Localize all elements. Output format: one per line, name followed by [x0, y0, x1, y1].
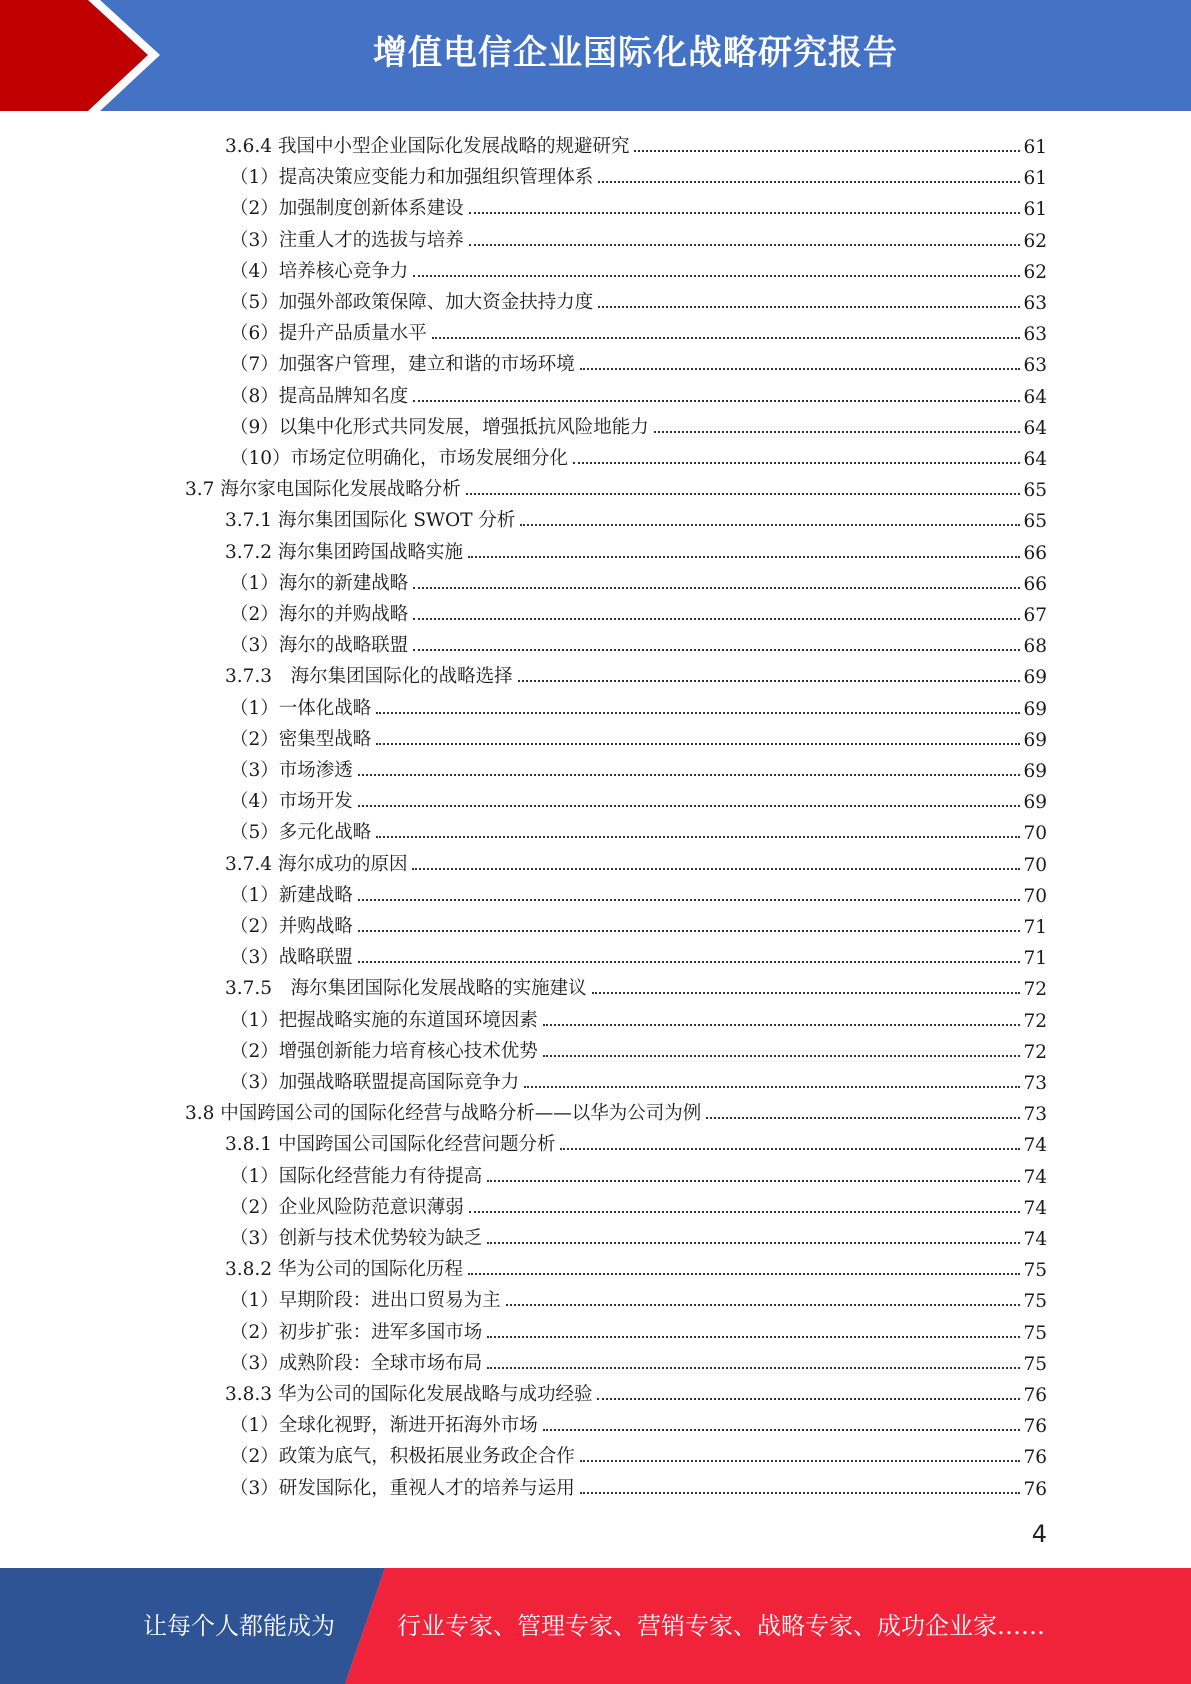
toc-entry[interactable]	[230, 345, 1047, 376]
toc-entry[interactable]	[225, 1375, 1047, 1406]
toc-entry-page: 64	[1023, 417, 1047, 439]
toc-entry-page: 64	[1023, 449, 1047, 470]
toc-entry-page: 74	[1023, 1166, 1047, 1188]
toc-entry-page: 76	[1023, 1447, 1047, 1469]
toc-entry-title: （1）全球化视野，渐进开拓海外市场	[230, 1415, 538, 1437]
toc-dot-leader	[469, 212, 1021, 214]
toc-entry[interactable]	[225, 533, 1047, 564]
toc-entry[interactable]	[230, 1001, 1047, 1032]
toc-dot-leader	[580, 368, 1021, 370]
toc-entry-title: 3.7.1 海尔集团国际化 SWOT 分析	[225, 510, 516, 532]
page-header	[0, 0, 1191, 111]
toc-entry-title: （3）加强战略联盟提高国际竞争力	[230, 1072, 520, 1093]
toc-dot-leader	[520, 524, 1020, 526]
toc-entry-title: 3.8.1 中国跨国公司国际化经营问题分析	[225, 1134, 556, 1156]
toc-entry-title: （2）加强制度创新体系建设	[230, 198, 464, 220]
toc-entry-title: （9）以集中化形式共同发展，增强抵抗风险地能力	[230, 416, 649, 438]
toc-entry[interactable]	[230, 1344, 1047, 1375]
toc-entry-title: （1）海尔的新建战略	[230, 572, 409, 594]
toc-dot-leader	[543, 1429, 1021, 1431]
toc-dot-leader	[358, 961, 1021, 963]
toc-entry-page: 62	[1023, 230, 1047, 252]
toc-entry-page: 64	[1023, 386, 1047, 408]
toc-entry[interactable]	[230, 813, 1047, 844]
toc-entry-title: 3.8.3 华为公司的国际化发展战略与成功经验	[225, 1384, 593, 1405]
toc-entry-title: （3）市场渗透	[230, 760, 353, 781]
toc-entry-page: 74	[1023, 1197, 1047, 1219]
toc-entry[interactable]	[230, 720, 1047, 751]
toc-dot-leader	[580, 1460, 1021, 1462]
toc-entry[interactable]	[230, 938, 1047, 969]
toc-entry-page: 75	[1023, 1260, 1047, 1282]
toc-dot-leader	[376, 712, 1020, 714]
toc-entry-page: 72	[1023, 1010, 1047, 1032]
toc-dot-leader	[506, 1304, 1021, 1306]
page-number: 4	[1031, 1520, 1047, 1548]
toc-entry-title: （2）密集型战略	[230, 728, 372, 750]
toc-entry-title: （2）并购战略	[230, 916, 353, 937]
toc-entry[interactable]	[225, 845, 1047, 876]
toc-entry[interactable]	[230, 1313, 1047, 1344]
toc-entry[interactable]	[230, 1219, 1047, 1250]
page-footer	[0, 1568, 1191, 1684]
toc-dot-leader	[592, 992, 1021, 994]
toc-dot-leader	[358, 774, 1021, 776]
toc-entry[interactable]	[230, 189, 1047, 220]
toc-entry[interactable]	[230, 377, 1047, 408]
toc-entry[interactable]	[225, 657, 1047, 688]
toc-entry[interactable]	[230, 626, 1047, 657]
footer-slogan-right: 行业专家、管理专家、营销专家、战略专家、成功企业家……	[397, 1612, 1045, 1640]
toc-entry[interactable]	[230, 564, 1047, 595]
toc-entry[interactable]	[230, 283, 1047, 314]
toc-entry-page: 70	[1023, 823, 1047, 845]
toc-entry[interactable]	[230, 1281, 1047, 1312]
toc-entry-page: 66	[1023, 573, 1047, 595]
toc-entry[interactable]	[230, 689, 1047, 720]
toc-dot-leader	[412, 868, 1020, 870]
toc-entry[interactable]	[230, 408, 1047, 439]
toc-entry-page: 76	[1023, 1416, 1047, 1438]
toc-entry-page: 68	[1023, 636, 1047, 658]
toc-dot-leader	[560, 1148, 1020, 1150]
toc-dot-leader	[543, 1055, 1021, 1057]
toc-entry-title: 3.8 中国跨国公司的国际化经营与战略分析——以华为公司为例	[185, 1103, 702, 1125]
toc-entry-title: 3.8.2 华为公司的国际化历程	[225, 1259, 463, 1281]
toc-entry[interactable]	[230, 595, 1047, 626]
toc-entry[interactable]	[230, 314, 1047, 345]
toc-entry-title: （1）提高决策应变能力和加强组织管理体系	[230, 167, 594, 189]
toc-entry-title: （1）早期阶段：进出口贸易为主	[230, 1290, 501, 1312]
toc-entry[interactable]	[230, 751, 1047, 782]
toc-entry-page: 65	[1023, 511, 1047, 533]
toc-entry-title: （3）海尔的战略联盟	[230, 635, 409, 657]
toc-dot-leader	[487, 1367, 1020, 1369]
toc-entry-page: 74	[1023, 1229, 1047, 1250]
toc-entry-title: 3.7.5 海尔集团国际化发展战略的实施建议	[225, 978, 587, 1000]
toc-entry[interactable]	[230, 1469, 1047, 1500]
toc-entry-page: 73	[1023, 1073, 1047, 1094]
toc-dot-leader	[634, 150, 1020, 152]
toc-entry-page: 74	[1023, 1135, 1047, 1157]
toc-dot-leader	[469, 244, 1021, 246]
toc-entry-page: 70	[1023, 854, 1047, 876]
toc-dot-leader	[376, 836, 1020, 838]
toc-entry-title: （3）创新与技术优势较为缺乏	[230, 1228, 483, 1249]
toc-dot-leader	[598, 181, 1020, 183]
toc-entry-page: 72	[1023, 979, 1047, 1001]
toc-entry-page: 62	[1023, 261, 1047, 283]
toc-entry-title: （1）一体化战略	[230, 697, 372, 719]
toc-entry-page: 61	[1023, 137, 1047, 158]
toc-entry[interactable]	[230, 439, 1047, 470]
toc-dot-leader	[413, 275, 1020, 277]
toc-entry-page: 69	[1023, 698, 1047, 720]
toc-entry-page: 75	[1023, 1291, 1047, 1313]
toc-dot-leader	[580, 1492, 1021, 1494]
toc-entry-title: （5）多元化战略	[230, 822, 372, 844]
toc-entry-page: 71	[1023, 948, 1047, 970]
toc-entry-title: （3）研发国际化，重视人才的培养与运用	[230, 1477, 575, 1499]
toc-entry[interactable]	[230, 1032, 1047, 1063]
toc-entry-page: 63	[1023, 293, 1047, 314]
toc-entry[interactable]	[230, 252, 1047, 283]
toc-dot-leader	[524, 1086, 1020, 1088]
toc-entry-title: （2）增强创新能力培育核心技术优势	[230, 1040, 538, 1062]
toc-entry-page: 73	[1023, 1104, 1047, 1126]
toc-entry-page: 69	[1023, 667, 1047, 689]
toc-dot-leader	[597, 1398, 1020, 1400]
toc-entry-title: （1）国际化经营能力有待提高	[230, 1165, 483, 1187]
toc-entry-page: 63	[1023, 355, 1047, 377]
toc-dot-leader	[358, 899, 1021, 901]
toc-entry-page: 65	[1023, 480, 1047, 502]
toc-entry-title: （2）企业风险防范意识薄弱	[230, 1196, 464, 1218]
toc-entry-page: 63	[1023, 324, 1047, 346]
toc-dot-leader	[413, 400, 1020, 402]
toc-entry[interactable]	[230, 1406, 1047, 1437]
toc-entry-title: （7）加强客户管理，建立和谐的市场环境	[230, 354, 575, 376]
toc-entry-title: （5）加强外部政策保障、加大资金扶持力度	[230, 292, 594, 313]
toc-dot-leader	[432, 337, 1021, 339]
toc-dot-leader	[487, 1180, 1020, 1182]
toc-entry-page: 76	[1023, 1385, 1047, 1406]
toc-entry[interactable]	[225, 1250, 1047, 1281]
toc-entry-page: 76	[1023, 1478, 1047, 1500]
toc-entry[interactable]	[225, 1125, 1047, 1156]
toc-dot-leader	[413, 618, 1020, 620]
toc-entry-title: （1）新建战略	[230, 884, 353, 906]
toc-entry[interactable]	[225, 969, 1047, 1000]
toc-entry[interactable]	[230, 782, 1047, 813]
toc-entry[interactable]	[230, 1437, 1047, 1468]
toc-entry-page: 75	[1023, 1353, 1047, 1375]
toc-entry[interactable]	[185, 470, 1047, 501]
toc-entry[interactable]	[230, 221, 1047, 252]
toc-entry-page: 75	[1023, 1322, 1047, 1344]
toc-dot-leader	[598, 306, 1020, 308]
toc-entry-page: 72	[1023, 1041, 1047, 1063]
toc-entry-title: （4）市场开发	[230, 791, 353, 813]
toc-dot-leader	[518, 680, 1021, 682]
toc-entry-title: 3.7.4 海尔成功的原因	[225, 853, 408, 875]
toc-entry[interactable]	[230, 876, 1047, 907]
toc-entry-page: 71	[1023, 917, 1047, 938]
toc-dot-leader	[469, 1211, 1021, 1213]
toc-entry-page: 70	[1023, 885, 1047, 907]
toc-entry-title: （1）把握战略实施的东道国环境因素	[230, 1009, 538, 1031]
toc-entry-title: （3）成熟阶段：全球市场布局	[230, 1352, 483, 1374]
toc-entry-title: 3.7.2 海尔集团跨国战略实施	[225, 541, 463, 563]
footer-slogan-left: 让每个人都能成为	[143, 1612, 335, 1640]
toc-dot-leader	[358, 805, 1021, 807]
toc-entry[interactable]	[230, 158, 1047, 189]
toc-dot-leader	[487, 1242, 1020, 1244]
toc-entry-title: 3.6.4 我国中小型企业国际化发展战略的规避研究	[225, 136, 630, 157]
toc-entry-title: （3）战略联盟	[230, 947, 353, 969]
toc-entry-page: 69	[1023, 792, 1047, 814]
toc-dot-leader	[468, 556, 1020, 558]
toc-entry-page: 69	[1023, 729, 1047, 751]
toc-entry-page: 69	[1023, 761, 1047, 782]
toc-dot-leader	[466, 493, 1021, 495]
toc-entry-page: 66	[1023, 542, 1047, 564]
toc-entry-title: 3.7.3 海尔集团国际化的战略选择	[225, 666, 513, 688]
toc-entry-title: （4）培养核心竞争力	[230, 260, 409, 282]
toc-dot-leader	[358, 930, 1021, 932]
toc-dot-leader	[413, 649, 1020, 651]
toc-entry[interactable]	[230, 907, 1047, 938]
toc-entry-title: （6）提升产品质量水平	[230, 323, 427, 345]
toc-entry-title: （10）市场定位明确化，市场发展细分化	[230, 448, 569, 469]
toc-entry-title: （3）注重人才的选拔与培养	[230, 229, 464, 251]
toc-dot-leader	[376, 743, 1020, 745]
toc-dot-leader	[413, 587, 1020, 589]
toc-entry[interactable]	[230, 1063, 1047, 1094]
toc-entry-page: 61	[1023, 199, 1047, 221]
toc-entry[interactable]	[230, 1188, 1047, 1219]
toc-dot-leader	[468, 1273, 1020, 1275]
toc-dot-leader	[543, 1024, 1021, 1026]
toc-dot-leader	[706, 1117, 1020, 1119]
toc-entry[interactable]	[225, 127, 1047, 158]
toc-entry-page: 61	[1023, 168, 1047, 190]
toc-entry-title: （2）政策为底气，积极拓展业务政企合作	[230, 1446, 575, 1468]
toc-entry[interactable]	[225, 501, 1047, 532]
toc-entry-title: （2）海尔的并购战略	[230, 604, 409, 625]
toc-dot-leader	[654, 431, 1021, 433]
toc-dot-leader	[487, 1336, 1020, 1338]
toc-entry[interactable]	[230, 1157, 1047, 1188]
toc-entry-page: 67	[1023, 605, 1047, 626]
toc-entry[interactable]	[185, 1094, 1047, 1125]
toc-entry-title: 3.7 海尔家电国际化发展战略分析	[185, 479, 461, 501]
toc-entry-title: （2）初步扩张：进军多国市场	[230, 1321, 483, 1343]
toc-dot-leader	[573, 462, 1020, 464]
header-title: 增值电信企业国际化战略研究报告	[373, 33, 898, 73]
toc-entry-title: （8）提高品牌知名度	[230, 385, 409, 407]
